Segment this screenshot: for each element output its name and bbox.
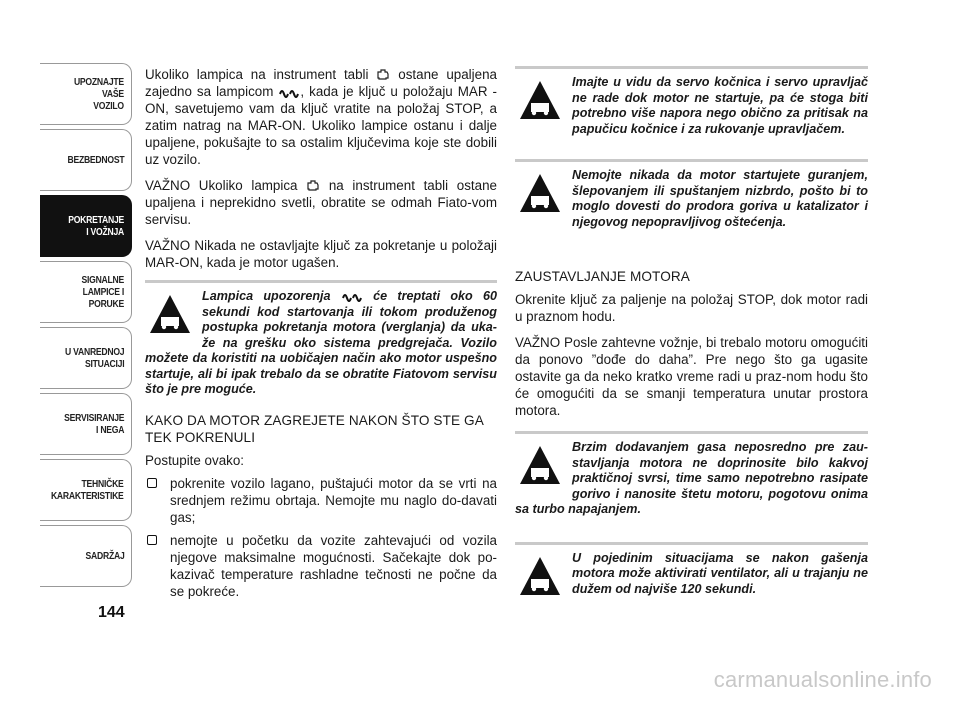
warning-triangle-car-icon (518, 172, 562, 214)
warning-text: Imajte u vidu da servo kočnica i servo upravljač ne rade dok motor ne startuje, pa će stoga biti potrebno više napora nego obično za pritisak na papučicu kočnice i za rukovanje upravljačem. (572, 75, 868, 136)
warning-text: U pojedinim situacijama se nakon gašenja motora može aktivirati ventilator, ali u trajanju ne dužem od najviše 120 sekundi. (572, 550, 868, 596)
left-column (145, 66, 497, 606)
tab-label: BEZBEDNOST (67, 154, 124, 166)
warning-triangle-car-icon (518, 79, 562, 121)
tab-bezbednost[interactable] (40, 129, 132, 191)
section-heading-stopping: ZAUSTAVLJANJE MOTORA (515, 269, 690, 284)
text: Ukoliko lampica na instrument tabli (145, 67, 369, 82)
tab-label: SIGNALNE LAMPICE I PORUKE (81, 274, 124, 310)
list-item (145, 475, 497, 526)
tab-pokretanje-i-voznja[interactable] (40, 195, 132, 257)
warning-text: Brzim dodavanjem gasa neposredno pre zau-stavljanja motora ne doprinosite bilo kakvoj praktičnoj svrsi, time samo nepotrebno rasipate gorivo i nanosite štetu motoru, pogotovu onima sa turbo napajanjem. (515, 440, 868, 516)
text: Lampica upozorenja (202, 289, 331, 303)
warning-triangle-car-icon (518, 444, 562, 486)
paragraph-vazno-idle: VAŽNO Posle zahtevne vožnje, bi trebalo motoru omogućiti da ponovo ”dođe do daha”. Pre nego što ga ugasite ostavite ga da neko kratko vreme radi u praz-nom hodu što će omogućiti da se smanji temperatura unutar prostora motora. (515, 335, 868, 418)
text: VAŽNO Ukoliko lampica (145, 178, 298, 193)
warning-triangle-car-icon (518, 555, 562, 597)
warning-box-fan (515, 542, 868, 598)
tab-servisiranje-i-nega[interactable] (40, 393, 132, 455)
warning-text: Nemojte nikada da motor startujete guranjem, šlepovanjem ili spuštanjem nizbrdo, pošto bi to moglo dovesti do prodora goriva u katalizator i njegovog nepopravljivog oštećenja. (572, 168, 868, 229)
chapter-sidebar (40, 63, 132, 591)
tab-label: U VANREDNOJ SITUACIJI (64, 346, 124, 370)
text: ostane upaljena zajedno sa lampicom (145, 67, 497, 99)
text: , kada je ključ u položaju MAR -ON, savetujemo vam da ključ vratite na položaj STOP, a zatim natrag na MAR-ON. Ukoliko lampice ostanu i dalje upaljene, pokušajte to sa ostalim ključevima koje ste dobili uz vozilo. (145, 84, 497, 167)
tab-signalne-lampice[interactable] (40, 261, 132, 323)
list-item-text: nemojte u početku da vozite zahtevajući od vozila njegove maksimalne mogućnosti. Sačekajte dok po-kazivač temperature rashladne tečnosti ne počne da se pokreće. (170, 532, 497, 599)
watermark: carmanualsonline.info (713, 667, 932, 692)
list-item (145, 532, 497, 600)
tab-sadrzaj[interactable] (40, 525, 132, 587)
text: će treptati oko 60 sekundi kod startovanja ili tokom produženog postupka pokretanja motora (verglanja) da uka-že na grešku oko sistema predgrejača. Vozilo možete da koristiti na uobičajen način ako motor uspešno startuje, ali bi ipak trebalo da se obratite Fiatovom servisu što je pre moguće. (145, 289, 498, 396)
right-column (515, 66, 868, 607)
tab-tehnicke-karakteristike[interactable] (40, 459, 132, 521)
tab-label: POKRETANJE I VOŽNJA (68, 214, 124, 238)
tab-label: TEHNIČKE KARAKTERISTIKE (51, 478, 124, 502)
tab-label: UPOZNAJTE VAŠE VOZILO (74, 76, 124, 112)
section-heading-warm-up: KAKO DA MOTOR ZAGREJETE NAKON ŠTO STE GA TEK POKRENULI (145, 412, 484, 445)
glow-plug-icon (278, 86, 300, 98)
tab-upoznajte-vase-vozilo[interactable] (40, 63, 132, 125)
tab-label: SADRŽAJ (85, 550, 124, 562)
warning-box-glow-plug (145, 280, 497, 398)
tab-u-vanrednoj-situaciji[interactable] (40, 327, 132, 389)
checkbox-bullet-icon (147, 478, 157, 488)
paragraph-stop: Okrenite ključ za paljenje na položaj STOP, dok motor radi u praznom hodu. (515, 292, 868, 324)
warning-box-throttle (515, 431, 868, 518)
paragraph-vazno-lamp (145, 177, 497, 228)
warning-box-servo (515, 66, 868, 137)
list-item-text: pokrenite vozilo lagano, puštajući motor da se vrti na srednjem režimu obrtaja. Nemojte mu naglo do-davati gas; (170, 475, 497, 525)
paragraph-vazno-key: VAŽNO Nikada ne ostavljajte ključ za pokretanje u položaji MAR-ON, kada je motor ugašen. (145, 238, 497, 270)
paragraph-lamp-stays-on (145, 66, 497, 168)
checkbox-bullet-icon (147, 535, 157, 545)
engine-fault-icon (306, 179, 320, 192)
text: na instrument tabli ostane upaljena i neprekidno svetli, obratite se odmah Fiato-vom servisu. (145, 178, 497, 227)
engine-fault-icon (376, 68, 390, 81)
intro-text: Postupite ovako: (145, 452, 245, 468)
page-number: 144 (98, 604, 125, 621)
glow-plug-icon (341, 290, 363, 302)
tab-label: SERVISIRANJE I NEGA (63, 412, 124, 436)
warning-box-push-start (515, 159, 868, 230)
warning-triangle-car-icon (148, 293, 192, 335)
